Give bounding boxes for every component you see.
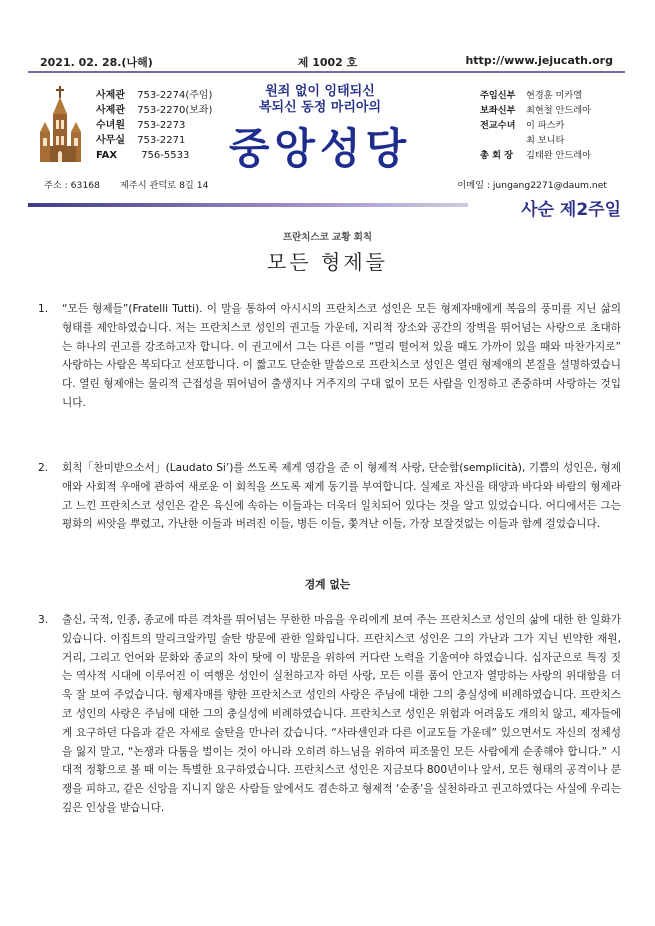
paragraph-text: 출신, 국적, 인종, 종교에 따른 격차를 뛰어넘는 무한한 마음을 우리에게 보여 주는 프란치스코 성인의 삶에 대한 한 일화가 있습니다. 이집트의 말리크알카밀 술탄 방문에 관한 일화입니다. 프란치스코 성인은 그의 가난과 그가 지닌 빈약한 재원, 거리, 그리고 언어와 문화와 종교의 차이 탓에 이 방문을 위하여 커다란 노력을 기울여야 하였습니다. 십자군으로 특징 짓는 역사적 시대에 이루어진 이 여행은 성인이 실천하고자 하던 사랑, 모든 이를 품어 안고자 열망하는 사랑의 위대함을 더욱 잘 보여 주었습니다. 형제자매를 향한 프란치스코 성인의 사랑은 주님에 대한 그의 충실성에 비례하였습니다. 프란치스코 성인의 사랑은 주님에 대한 그의 충실성에 비례하였습니다. 프란치스코 성인은 위험과 어려움도 개의치 않고, 제자들에게 요구하던 다음과 같은 자세로 술탄을 만나러 갔습니다. “사라센인과 다른 이교도들 가운데” 있으면서도 자신의 정체성을 잃지 말고, “논쟁과 다툼을 벌이는 것이 아니라 오히려 하느님을 위하여 피조물인 모든 사람에게 순종해야 합니다.” 시대적 정황으로 볼 때 이는 특별한 요구하였습니다. 프란치스코 성인은 지금보다 800년이나 앞서, 모든 형태의 공격이나 분쟁을 피하고, 같은 신앙을 지니지 않은 사람들 앞에서도 겸손하고 형제적 ‘순종’을 실천하라고 권고하였다는 사실에 우리는 깊은 인상을 받습니다. (62, 614, 621, 814)
contact-row (96, 88, 212, 103)
contact-label: FAX (96, 150, 118, 161)
staff-name: 최현철 안드레아 (526, 105, 592, 116)
staff-name: 김태완 안드레아 (526, 150, 592, 161)
contact-value: 753-2270(보좌) (137, 105, 213, 116)
paragraph-1 (38, 300, 621, 413)
contact-label: 사제관 (96, 90, 125, 101)
document-subtitle: 프란치스코 교황 회칙 (282, 232, 373, 243)
staff-role: 총 회 장 (480, 150, 514, 161)
staff-name: 이 파스카 (526, 120, 565, 131)
masthead-subtitle-1: 원죄 없이 잉태되신 (265, 84, 375, 99)
staff-role: 보좌신부 (480, 105, 516, 116)
paragraph-number: 2. (38, 462, 49, 474)
staff-row (480, 133, 591, 148)
staff-row (480, 118, 591, 133)
website-link[interactable]: http://www.jejucath.org (465, 54, 613, 67)
address-value: 제주시 관덕로 8길 14 (120, 180, 209, 191)
contact-value: 753-2274(주임) (137, 90, 213, 101)
season-rule (28, 203, 468, 207)
paragraph-number: 3. (38, 614, 49, 626)
contact-value: 756-5533 (141, 150, 190, 161)
masthead-subtitle-2: 복되신 동정 마리아의 (258, 100, 382, 115)
paragraph-3 (38, 611, 621, 818)
address-label: 주소 : 63168 (44, 180, 100, 191)
contact-row (96, 148, 212, 163)
staff-row (480, 103, 591, 118)
staff-row (480, 88, 591, 103)
staff-row (480, 148, 591, 163)
header-rule-top (28, 71, 625, 73)
staff-name: 최 보니타 (526, 135, 565, 146)
staff-role: 주임신부 (480, 90, 516, 101)
staff-list (480, 88, 591, 163)
masthead (200, 84, 440, 176)
document-title: 모든 형제들 (267, 250, 388, 274)
paragraph-text: 회칙「찬미받으소서」(Laudato Si’)를 쓰도록 제게 영감을 준 이 형제적 사랑, 단순함(semplicità), 기쁨의 성인은, 형제애와 사회적 우애에 관하여 새로운 이 회칙을 쓰도록 제게 동기를 부여합니다. 실제로 자신을 태양과 바다와 바람의 형제라고 느낀 프란치스코 성인은 같은 육신에 속하는 이들과는 더욱더 일치되어 있다는 것을 알고 있었습니다. 어디에서든 그는 평화의 씨앗을 뿌렸고, 가난한 이들과 버려진 이들, 병든 이들, 쫓겨난 이들, 가장 보잘것없는 이들과 함께 걸었습니다. (62, 462, 621, 531)
issue-number: 제 1002 호 (297, 56, 358, 69)
contact-value: 753-2273 (137, 120, 186, 131)
contact-label: 사무실 (96, 135, 125, 146)
paragraph-2 (38, 459, 621, 534)
paragraph-number: 1. (38, 303, 49, 315)
staff-role: 전교수녀 (480, 120, 516, 131)
contact-list (96, 88, 212, 163)
contact-row (96, 103, 212, 118)
liturgical-season: 사순 제2주일 (521, 200, 621, 220)
contact-label: 수녀원 (96, 120, 125, 131)
section-heading: 경계 없는 (304, 578, 351, 591)
contact-value: 753-2271 (137, 135, 186, 146)
church-icon (36, 84, 90, 164)
staff-name: 현경훈 미카엘 (526, 90, 583, 101)
email-address[interactable]: 이메일 : jungang2271@daum.net (457, 180, 607, 191)
paragraph-text: “모든 형제들”(Fratelli Tutti). 이 말을 통하여 아시시의 프란치스코 성인은 모든 형제자매에게 복음의 풍미를 지닌 삶의 형태를 제안하였습니다. 저는 프란치스코 성인의 권고들 가운데, 지리적 장소와 공간의 장벽을 뛰어넘는 사랑으로 초대하는 하나의 권고를 강조하고자 합니다. 이 권고에서 그는 다른 이를 “멀리 떨어져 있을 때도 가까이 있을 때와 마찬가지로” 사랑하는 사람은 복되다고 선포합니다. 이 짧고도 단순한 말씀으로 프란치스코 성인은 열린 형제애의 본질을 설명하였습니다. 열린 형제애는 물리적 근접성을 뛰어넘어 출생지나 거주지의 구대 없이 모든 사람을 인정하고 존중하며 사랑하는 것입니다. (62, 303, 621, 409)
masthead-title: 중앙성당 (228, 124, 412, 173)
bulletin-date: 2021. 02. 28.(나해) (40, 56, 153, 69)
contact-row (96, 133, 212, 148)
contact-label: 사제관 (96, 105, 125, 116)
contact-row (96, 118, 212, 133)
